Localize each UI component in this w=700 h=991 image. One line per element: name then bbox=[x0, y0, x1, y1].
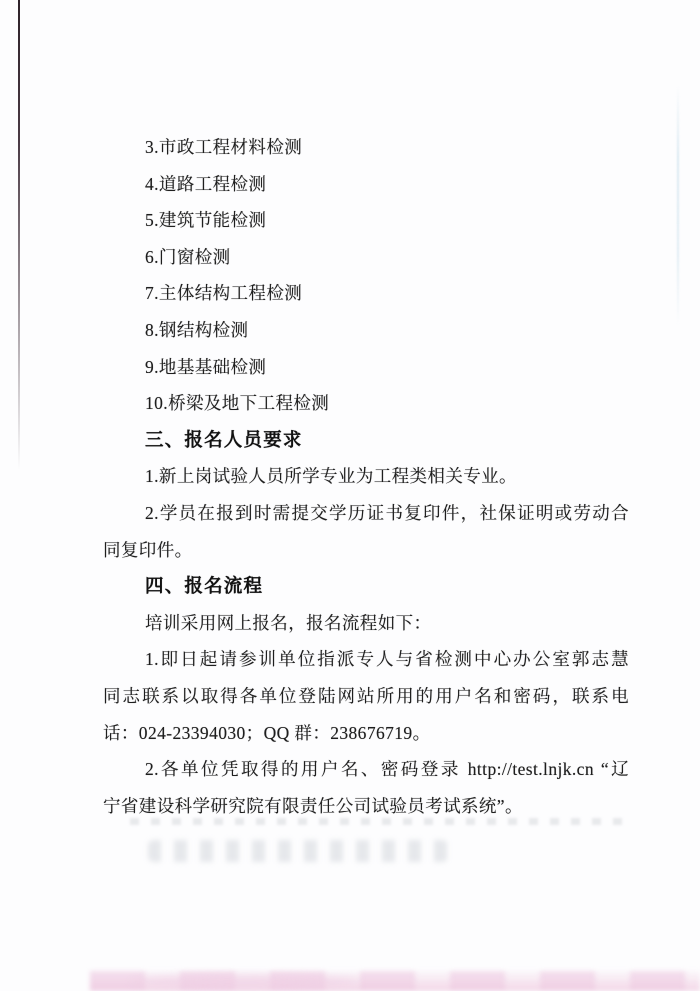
list-item-3: 3.市政工程材料检测 bbox=[145, 137, 303, 157]
right-edge-scan-line bbox=[677, 85, 679, 325]
requirement-2-line-2: 同复印件。 bbox=[103, 539, 193, 560]
list-item-7: 7.主体结构工程检测 bbox=[145, 283, 303, 304]
bleed-through-ghost-text bbox=[148, 840, 448, 862]
requirement-2-line-1: 2.学员在报到时需提交学历证书复印件，社保证明或劳动合 bbox=[145, 502, 629, 523]
process-step-1-line-2: 同志联系以取得各单位登陆网站所用的用户名和密码，联系电 bbox=[103, 685, 629, 706]
list-item-9: 9.地基基础检测 bbox=[145, 356, 267, 377]
document-body bbox=[103, 129, 629, 824]
process-step-1-line-1: 1.即日起请参训单位指派专人与省检测中心办公室郭志慧 bbox=[145, 649, 629, 670]
bottom-scan-smudge-patch bbox=[130, 975, 360, 989]
list-item-5: 5.建筑节能检测 bbox=[145, 210, 267, 231]
bleed-through-specks bbox=[130, 818, 630, 825]
list-item-4: 4.道路工程检测 bbox=[145, 173, 267, 194]
process-step-2-line-2: 宁省建设科学研究院有限责任公司试验员考试系统”。 bbox=[103, 795, 523, 816]
process-intro: 培训采用网上报名，报名流程如下： bbox=[145, 612, 432, 633]
process-step-1-line-3: 话：024-23394030；QQ 群：238676719。 bbox=[103, 722, 431, 743]
section-heading-4: 四、报名流程 bbox=[145, 575, 264, 597]
list-item-8: 8.钢结构检测 bbox=[145, 319, 249, 340]
left-edge-scan-line bbox=[18, 0, 20, 470]
process-step-2-line-1: 2.各单位凭取得的用户名、密码登录 http://test.lnjk.cn “辽 bbox=[145, 759, 629, 780]
section-heading-3: 三、报名人员要求 bbox=[145, 428, 303, 450]
list-item-10: 10.桥梁及地下工程检测 bbox=[145, 393, 330, 414]
requirement-1: 1.新上岗试验人员所学专业为工程类相关专业。 bbox=[145, 466, 517, 487]
list-item-6: 6.门窗检测 bbox=[145, 246, 231, 267]
